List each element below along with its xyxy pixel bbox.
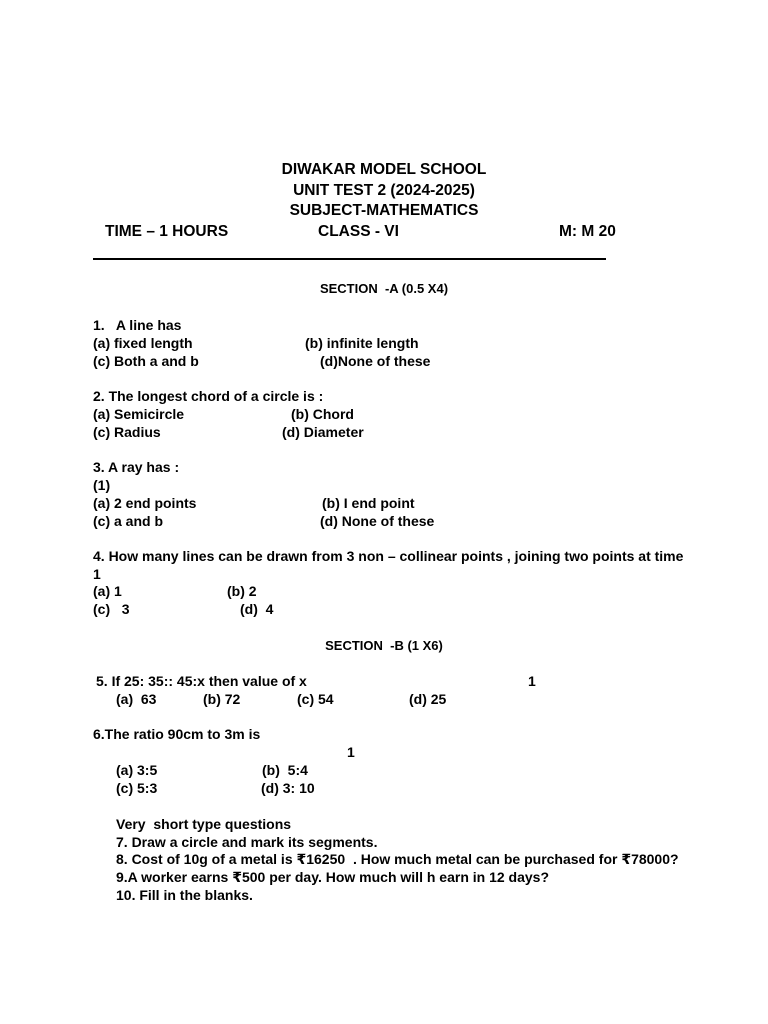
subject-title: SUBJECT-MATHEMATICS <box>289 202 479 219</box>
question-4-option-a: (a) 1 <box>93 583 122 599</box>
question-1-option-a: (a) fixed length <box>93 335 193 351</box>
question-3-option-c: (c) a and b <box>93 513 164 529</box>
question-9: 9.A worker earns ₹500 per day. How much will h earn in 12 days? <box>116 869 550 885</box>
question-6-stem: 6.The ratio 90cm to 3m is <box>93 726 261 742</box>
question-2-option-d: (d) Diameter <box>282 424 364 440</box>
question-2-option-b: (b) Chord <box>291 406 354 422</box>
question-6-marks: 1 <box>347 744 355 760</box>
question-3-option-a: (a) 2 end points <box>93 495 197 511</box>
question-1-option-c: (c) Both a and b <box>93 353 199 369</box>
class-label: CLASS - VI <box>318 223 399 240</box>
question-1-option-b: (b) infinite length <box>305 335 419 351</box>
question-10: 10. Fill in the blanks. <box>116 887 253 903</box>
test-title: UNIT TEST 2 (2024-2025) <box>293 182 475 199</box>
question-4-option-d: (d) 4 <box>240 601 274 617</box>
question-6-option-b: (b) 5:4 <box>262 762 308 778</box>
question-2-stem: 2. The longest chord of a circle is : <box>93 388 324 404</box>
question-4-marks: 1 <box>93 566 101 582</box>
question-6-option-c: (c) 5:3 <box>116 780 158 796</box>
question-2-option-c: (c) Radius <box>93 424 161 440</box>
marks-label: M: M 20 <box>559 223 616 240</box>
school-name: DIWAKAR MODEL SCHOOL <box>281 161 487 178</box>
question-3-option-b: (b) I end point <box>322 495 415 511</box>
question-6-option-d: (d) 3: 10 <box>261 780 315 796</box>
question-4-option-b: (b) 2 <box>227 583 257 599</box>
question-5-option-b: (b) 72 <box>203 691 241 707</box>
header-divider <box>93 258 606 260</box>
question-1-option-d: (d)None of these <box>320 353 431 369</box>
question-5-marks: 1 <box>528 673 536 689</box>
section-a-title: SECTION -A (0.5 X4) <box>319 281 449 296</box>
question-6-option-a: (a) 3:5 <box>116 762 158 778</box>
question-7: 7. Draw a circle and mark its segments. <box>116 834 378 850</box>
question-5-stem: 5. If 25: 35:: 45:x then value of x <box>96 673 307 689</box>
question-1-stem: 1. A line has <box>93 317 182 333</box>
time-label: TIME – 1 HOURS <box>105 223 229 240</box>
question-5-option-c: (c) 54 <box>297 691 334 707</box>
short-questions-title: Very short type questions <box>116 816 292 832</box>
question-3-stem: 3. A ray has : <box>93 459 180 475</box>
question-3-marks: (1) <box>93 477 111 493</box>
question-8: 8. Cost of 10g of a metal is ₹16250 . How much metal can be purchased for ₹78000? <box>116 851 679 867</box>
question-2-option-a: (a) Semicircle <box>93 406 185 422</box>
question-4-stem: 4. How many lines can be drawn from 3 non – collinear points , joining two points at time <box>93 548 684 564</box>
question-5-option-a: (a) 63 <box>116 691 157 707</box>
question-3-option-d: (d) None of these <box>320 513 435 529</box>
question-5-option-d: (d) 25 <box>409 691 447 707</box>
question-4-option-c: (c) 3 <box>93 601 130 617</box>
section-b-title: SECTION -B (1 X6) <box>325 638 443 653</box>
